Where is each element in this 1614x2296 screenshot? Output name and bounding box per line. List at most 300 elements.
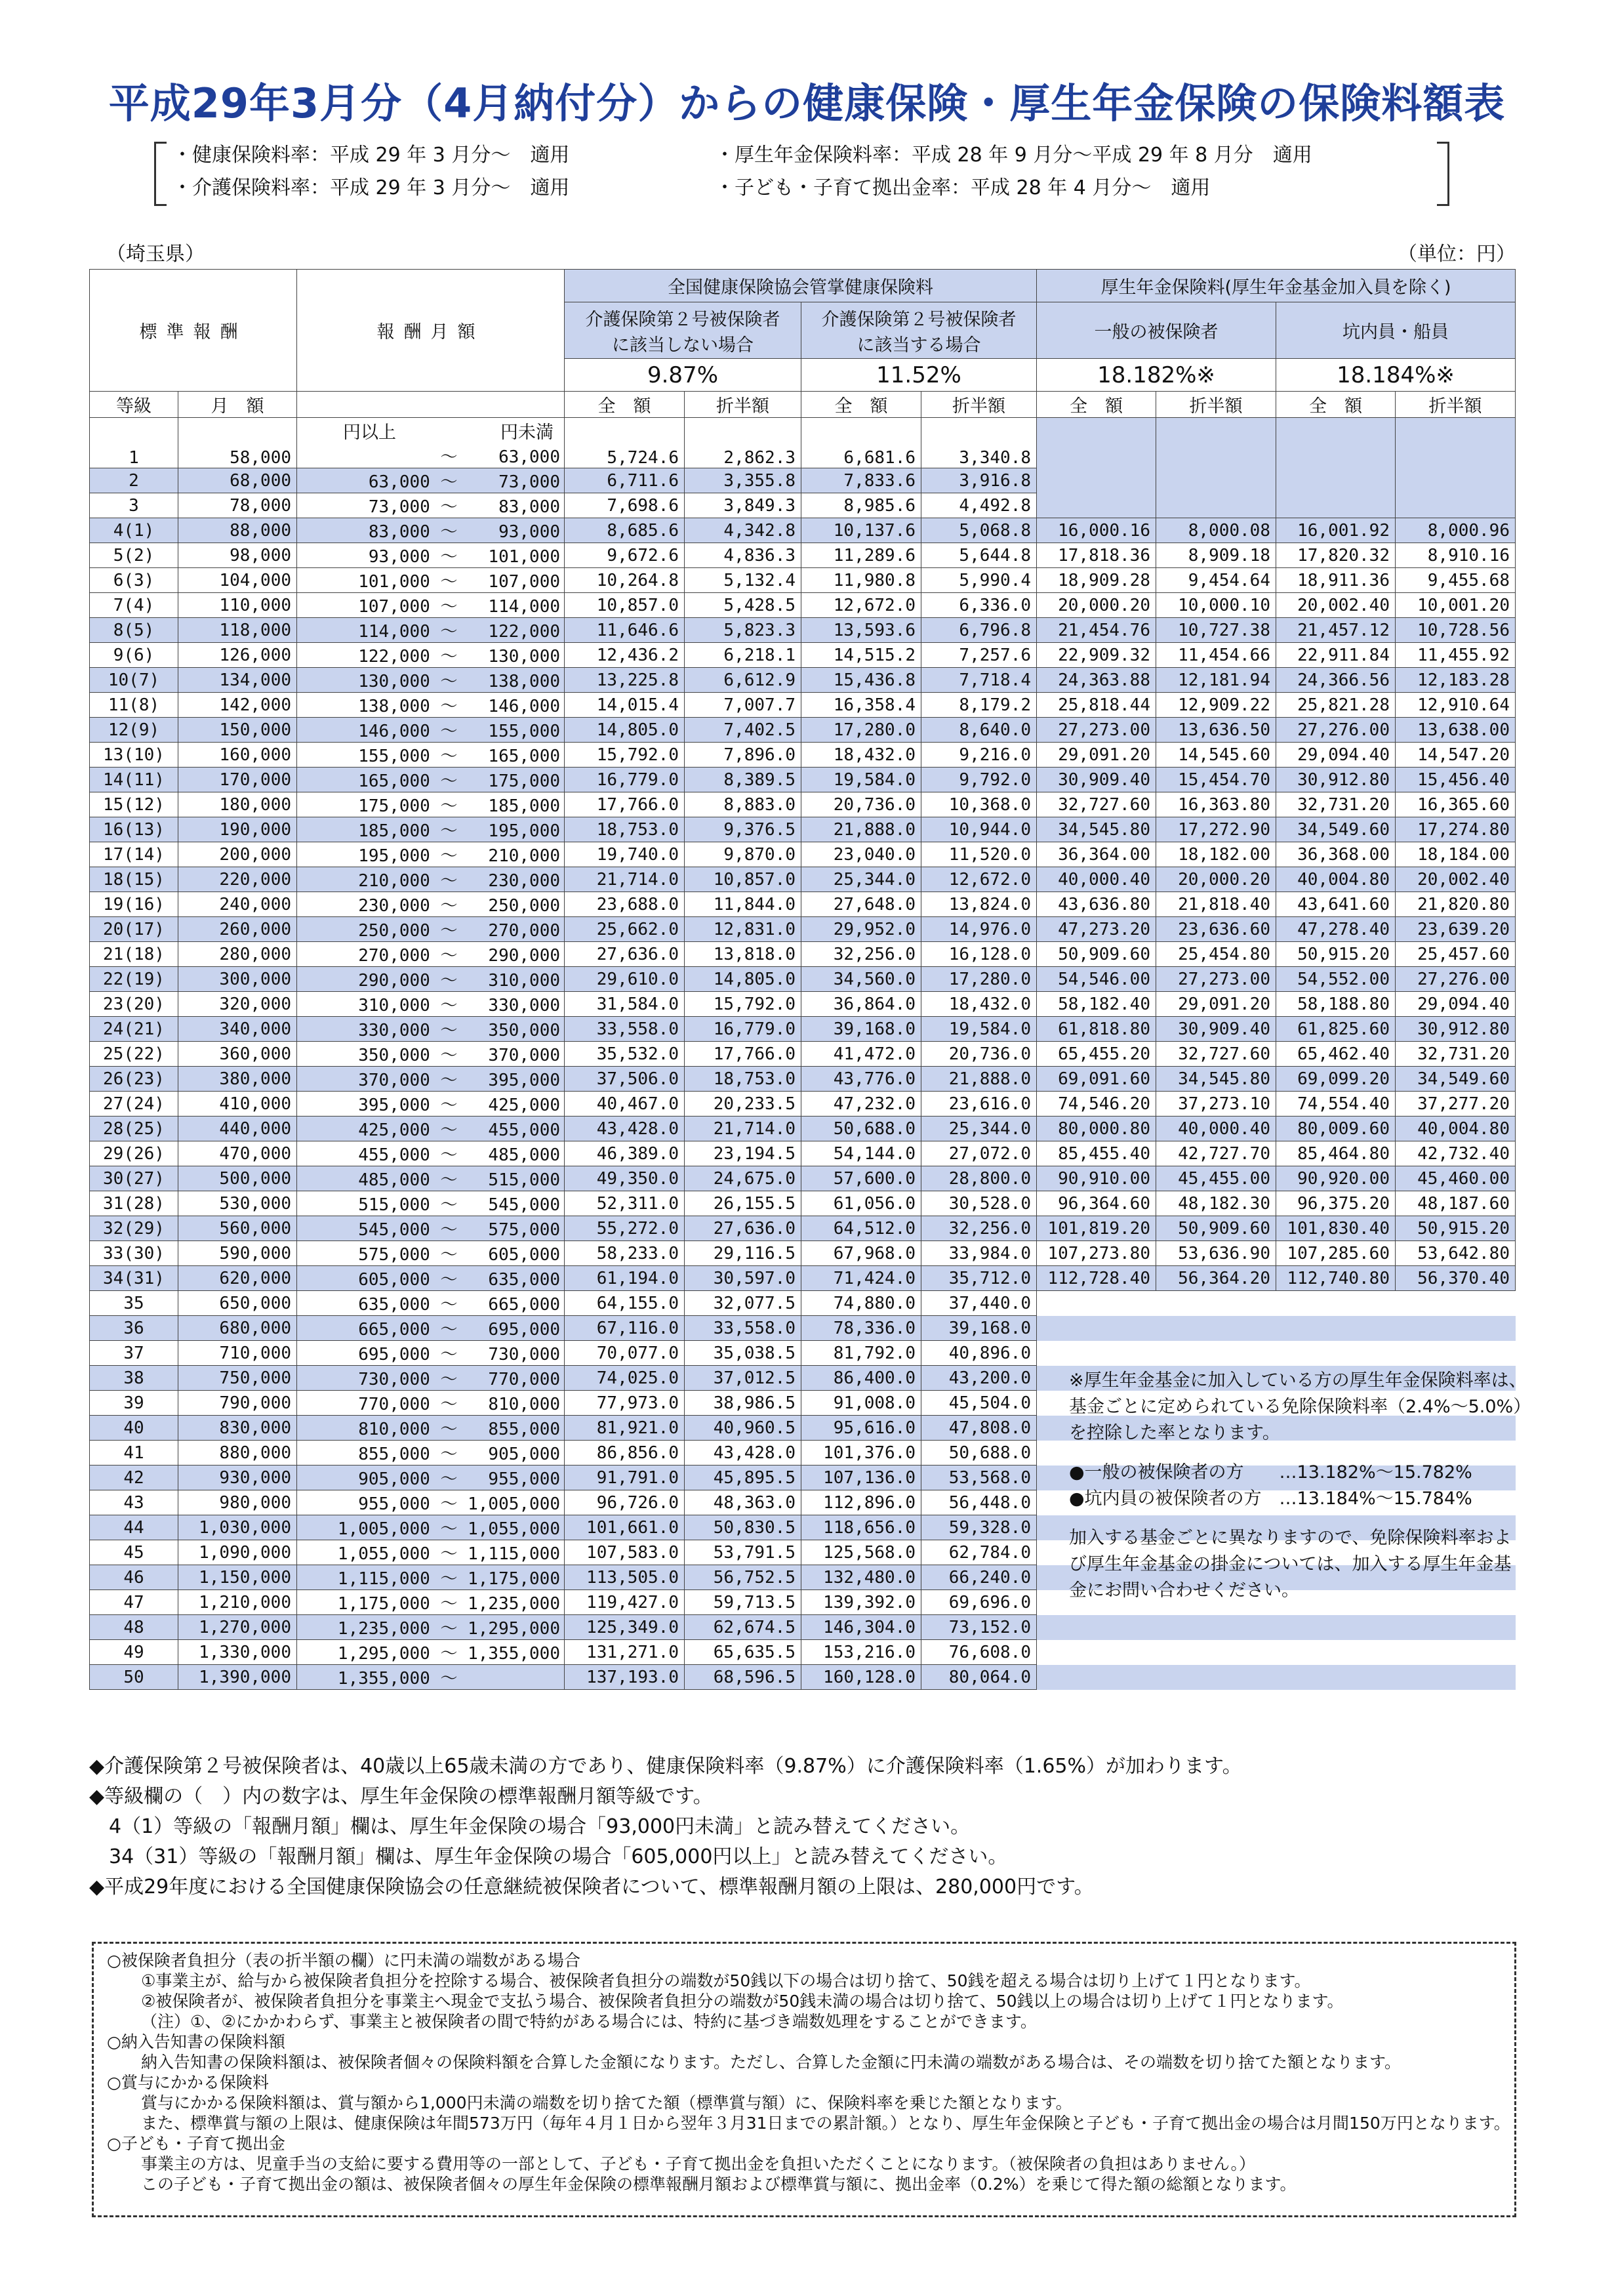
- grade-cell: 4(1): [90, 518, 178, 543]
- table-row: [90, 693, 1516, 718]
- pension-cell: 107,285.60: [1276, 1241, 1396, 1266]
- premium-cell: 91,791.0: [565, 1466, 685, 1490]
- premium-cell: 64,512.0: [801, 1216, 921, 1241]
- premium-cell: 11,980.8: [801, 568, 921, 593]
- monthly-cell: 180,000: [178, 792, 297, 817]
- half-header: 折半額: [921, 392, 1037, 418]
- pension-cell: 42,727.70: [1156, 1141, 1276, 1166]
- pension-cell: 48,187.60: [1396, 1191, 1516, 1216]
- premium-cell: 50,688.0: [921, 1441, 1037, 1466]
- monthly-cell: 560,000: [178, 1216, 297, 1241]
- pension-cell: 24,366.56: [1276, 668, 1396, 693]
- pension-cell: 40,000.40: [1156, 1117, 1276, 1141]
- premium-cell: 28,800.0: [921, 1166, 1037, 1191]
- premium-cell: 81,792.0: [801, 1341, 921, 1366]
- premium-cell: 5,724.6: [565, 418, 685, 468]
- premium-cell: 6,612.9: [685, 668, 801, 693]
- bracket-left: [154, 142, 167, 206]
- pension-cell: 22,909.32: [1037, 643, 1156, 668]
- premium-cell: 107,136.0: [801, 1466, 921, 1490]
- premium-cell: 23,040.0: [801, 842, 921, 867]
- range-cell: 83,000 ～ 93,000: [297, 518, 565, 543]
- table-row: [90, 842, 1516, 867]
- full-header: 全 額: [565, 392, 685, 418]
- grade-cell: 10(7): [90, 668, 178, 693]
- grade-cell: 40: [90, 1416, 178, 1441]
- premium-cell: 118,656.0: [801, 1515, 921, 1540]
- premium-cell: 19,584.0: [921, 1017, 1037, 1042]
- pension-cell: 11,454.66: [1156, 643, 1276, 668]
- range-header: 報酬月額: [297, 270, 565, 392]
- grade-cell: 41: [90, 1441, 178, 1466]
- premium-cell: 74,025.0: [565, 1366, 685, 1391]
- premium-cell: 52,311.0: [565, 1191, 685, 1216]
- pension-cell: 8,000.08: [1156, 518, 1276, 543]
- grade-cell: 33(30): [90, 1241, 178, 1266]
- blank-cell: [1276, 1640, 1396, 1665]
- range-cell: 1,235,000 ～ 1,295,000: [297, 1615, 565, 1640]
- premium-cell: 64,155.0: [565, 1291, 685, 1316]
- premium-cell: 6,711.6: [565, 468, 685, 493]
- premium-cell: 8,640.0: [921, 718, 1037, 743]
- premium-cell: 10,137.6: [801, 518, 921, 543]
- blank-cell: [1037, 1341, 1156, 1366]
- premium-cell: 16,779.0: [685, 1017, 801, 1042]
- grade-cell: 48: [90, 1615, 178, 1640]
- grade-cell: 14(11): [90, 768, 178, 792]
- monthly-cell: 710,000: [178, 1341, 297, 1366]
- pension-cell: 47,278.40: [1276, 917, 1396, 942]
- table-row: [90, 493, 1516, 518]
- monthly-cell: 150,000: [178, 718, 297, 743]
- premium-cell: 80,064.0: [921, 1665, 1037, 1690]
- monthly-cell: 830,000: [178, 1416, 297, 1441]
- box-heading: ○子ども・子育て拠出金: [107, 2134, 285, 2153]
- premium-cell: 50,830.5: [685, 1515, 801, 1540]
- monthly-cell: 104,000: [178, 568, 297, 593]
- grade-cell: 6(3): [90, 568, 178, 593]
- monthly-cell: 620,000: [178, 1266, 297, 1291]
- table-row: [90, 768, 1516, 792]
- pension-cell: 32,727.60: [1156, 1042, 1276, 1067]
- pension-cell: 17,272.90: [1156, 817, 1276, 842]
- grade-cell: 30(27): [90, 1166, 178, 1191]
- pension-cell: 17,818.36: [1037, 543, 1156, 568]
- monthly-cell: 220,000: [178, 867, 297, 892]
- premium-cell: 95,616.0: [801, 1416, 921, 1441]
- premium-cell: 43,428.0: [685, 1441, 801, 1466]
- premium-cell: 17,280.0: [921, 967, 1037, 992]
- premium-cell: 3,916.8: [921, 468, 1037, 493]
- grade-cell: 19(16): [90, 892, 178, 917]
- premium-cell: 14,805.0: [685, 967, 801, 992]
- nenkin-header: 厚生年金保険料(厚生年金基金加入員を除く): [1037, 270, 1516, 302]
- box-text: ①事業主が、給与から被保険者負担分を控除する場合、被保険者負担分の端数が50銭以下の場合は切り捨て、50銭を超える場合は切り上げて１円となります。: [141, 1971, 1311, 1990]
- premium-cell: 7,896.0: [685, 743, 801, 768]
- range-subheader: [297, 392, 565, 418]
- blank-cell: [1037, 1291, 1156, 1316]
- pension-cell: [1037, 418, 1156, 468]
- monthly-cell: 98,000: [178, 543, 297, 568]
- blank-cell: [1396, 1341, 1516, 1366]
- box-text: 納入告知書の保険料額は、被保険者個々の保険料額を合算した金額になります。ただし、合算した金額に円未満の端数がある場合は、その端数を切り捨てた額となります。: [141, 2053, 1402, 2072]
- premium-cell: 55,272.0: [565, 1216, 685, 1241]
- pension-cell: 18,184.00: [1396, 842, 1516, 867]
- table-row: [90, 1341, 1516, 1366]
- grade-cell: 24(21): [90, 1017, 178, 1042]
- premium-cell: 7,402.5: [685, 718, 801, 743]
- grade-cell: 22(19): [90, 967, 178, 992]
- premium-cell: 10,857.0: [685, 867, 801, 892]
- premium-cell: 33,984.0: [921, 1241, 1037, 1266]
- table-row: [90, 1067, 1516, 1092]
- blank-cell: [1276, 1665, 1396, 1690]
- premium-cell: 10,857.0: [565, 593, 685, 618]
- pension-cell: 32,727.60: [1037, 792, 1156, 817]
- health-rate-note: ・健康保険料率：平成 29 年 3 月分～ 適用: [172, 144, 570, 167]
- blank-cell: [1276, 1341, 1396, 1366]
- premium-cell: 57,600.0: [801, 1166, 921, 1191]
- prefecture-label: （埼玉県）: [106, 243, 205, 266]
- blank-cell: [1156, 1341, 1276, 1366]
- premium-cell: 77,973.0: [565, 1391, 685, 1416]
- grade-cell: 8(5): [90, 618, 178, 643]
- grade-cell: 38: [90, 1366, 178, 1391]
- premium-cell: 71,424.0: [801, 1266, 921, 1291]
- blank-cell: [1276, 1615, 1396, 1640]
- premium-cell: 9,376.5: [685, 817, 801, 842]
- monthly-cell: 200,000: [178, 842, 297, 867]
- pension-cell: 13,636.50: [1156, 718, 1276, 743]
- premium-cell: 35,712.0: [921, 1266, 1037, 1291]
- monthly-cell: 1,090,000: [178, 1540, 297, 1565]
- premium-cell: 73,152.0: [921, 1615, 1037, 1640]
- blank-cell: [1037, 1665, 1156, 1690]
- premium-cell: 76,608.0: [921, 1640, 1037, 1665]
- kaigo-no-header: 介護保険第２号被保険者 に該当しない場合: [565, 302, 801, 359]
- premium-cell: 32,256.0: [921, 1216, 1037, 1241]
- table-row: [90, 518, 1516, 543]
- fund-note-contact: 加入する基金ごとに異なりますので、免除保険料率および厚生年金基金の掛金については、加入する厚生年金基金にお問い合わせください。: [1069, 1528, 1512, 1601]
- range-cell: 円以上 円未満 ～ 63,000: [297, 418, 565, 468]
- premium-cell: 18,753.0: [685, 1067, 801, 1092]
- full-header: 全 額: [801, 392, 921, 418]
- range-cell: 210,000 ～ 230,000: [297, 867, 565, 892]
- bracket-right: [1437, 142, 1449, 206]
- table-row: [90, 1615, 1516, 1640]
- premium-cell: 40,896.0: [921, 1341, 1037, 1366]
- monthly-cell: 1,030,000: [178, 1515, 297, 1540]
- pension-cell: 20,000.20: [1156, 867, 1276, 892]
- premium-cell: 35,532.0: [565, 1042, 685, 1067]
- pension-cell: [1156, 493, 1276, 518]
- table-row: [90, 1665, 1516, 1690]
- pension-cell: [1276, 468, 1396, 493]
- range-cell: 485,000 ～ 515,000: [297, 1166, 565, 1191]
- premium-cell: 139,392.0: [801, 1590, 921, 1615]
- premium-cell: 62,784.0: [921, 1540, 1037, 1565]
- range-cell: 146,000 ～ 155,000: [297, 718, 565, 743]
- premium-cell: 33,558.0: [685, 1316, 801, 1341]
- premium-cell: 23,688.0: [565, 892, 685, 917]
- pension-cell: 74,554.40: [1276, 1092, 1396, 1117]
- pension-cell: 18,911.36: [1276, 568, 1396, 593]
- range-cell: 635,000 ～ 665,000: [297, 1291, 565, 1316]
- pension-cell: 112,740.80: [1276, 1266, 1396, 1291]
- blank-cell: [1156, 1291, 1276, 1316]
- monthly-cell: 380,000: [178, 1067, 297, 1092]
- premium-cell: 67,968.0: [801, 1241, 921, 1266]
- pension-cell: 56,364.20: [1156, 1266, 1276, 1291]
- half-header: 折半額: [1396, 392, 1516, 418]
- pension-cell: 42,732.40: [1396, 1141, 1516, 1166]
- grade-cell: 49: [90, 1640, 178, 1665]
- premium-cell: 66,240.0: [921, 1565, 1037, 1590]
- range-cell: 810,000 ～ 855,000: [297, 1416, 565, 1441]
- table-row: [90, 718, 1516, 743]
- premium-cell: 36,864.0: [801, 992, 921, 1017]
- grade-header: 等級: [90, 392, 178, 418]
- premium-cell: 21,888.0: [921, 1067, 1037, 1092]
- premium-cell: 14,015.4: [565, 693, 685, 718]
- grade-cell: 2: [90, 468, 178, 493]
- kyokai-header: 全国健康保険協会管掌健康保険料: [565, 270, 1037, 302]
- fund-note: [1069, 1368, 1528, 1604]
- premium-cell: 56,448.0: [921, 1490, 1037, 1515]
- page-title: 平成29年3月分（4月納付分）からの健康保険・厚生年金保険の保険料額表: [108, 79, 1506, 127]
- premium-cell: 9,870.0: [685, 842, 801, 867]
- fund-note-general: ●一般の被保険者の方 …13.182%～15.782%: [1069, 1462, 1472, 1483]
- premium-cell: 20,233.5: [685, 1092, 801, 1117]
- pension-cell: 20,000.20: [1037, 593, 1156, 618]
- table-row: [90, 1017, 1516, 1042]
- monthly-cell: 58,000: [178, 418, 297, 468]
- grade-cell: 36: [90, 1316, 178, 1341]
- pension-cell: 54,552.00: [1276, 967, 1396, 992]
- grade-cell: 25(22): [90, 1042, 178, 1067]
- pension-cell: 29,091.20: [1037, 743, 1156, 768]
- pension-cell: 23,639.20: [1396, 917, 1516, 942]
- unit-label: （単位：円）: [1398, 243, 1516, 266]
- grade-cell: 11(8): [90, 693, 178, 718]
- pension-cell: 20,002.40: [1396, 867, 1516, 892]
- grade-cell: 29(26): [90, 1141, 178, 1166]
- premium-cell: 29,610.0: [565, 967, 685, 992]
- range-cell: 63,000 ～ 73,000: [297, 468, 565, 493]
- grade-cell: 47: [90, 1590, 178, 1615]
- note-item: ◆平成29年度における全国健康保険協会の任意継続被保険者について、標準報酬月額の上限は、280,000円です。: [89, 1876, 1094, 1898]
- monthly-cell: 1,390,000: [178, 1665, 297, 1690]
- pension-cell: 90,920.00: [1276, 1166, 1396, 1191]
- premium-cell: 9,792.0: [921, 768, 1037, 792]
- monthly-cell: 170,000: [178, 768, 297, 792]
- pension-cell: [1156, 468, 1276, 493]
- note-item: 34（31）等級の「報酬月額」欄は、厚生年金保険の場合「605,000円以上」と読み替えてください。: [89, 1845, 1008, 1868]
- range-cell: 107,000 ～ 114,000: [297, 593, 565, 618]
- premium-cell: 11,844.0: [685, 892, 801, 917]
- range-cell: 122,000 ～ 130,000: [297, 643, 565, 668]
- premium-cell: 74,880.0: [801, 1291, 921, 1316]
- premium-cell: 3,355.8: [685, 468, 801, 493]
- range-cell: 1,355,000 ～: [297, 1665, 565, 1690]
- premium-cell: 6,796.8: [921, 618, 1037, 643]
- monthly-cell: 260,000: [178, 917, 297, 942]
- pension-cell: 53,636.90: [1156, 1241, 1276, 1266]
- note-item: ◆介護保険第２号被保険者は、40歳以上65歳未満の方であり、健康保険料率（9.87%）に介護保険料率（1.65%）が加わります。: [89, 1755, 1242, 1778]
- range-cell: 310,000 ～ 330,000: [297, 992, 565, 1017]
- box-heading: ○被保険者負担分（表の折半額の欄）に円未満の端数がある場合: [107, 1951, 580, 1970]
- pension-cell: 30,912.80: [1276, 768, 1396, 792]
- premium-cell: 7,257.6: [921, 643, 1037, 668]
- grade-cell: 28(25): [90, 1117, 178, 1141]
- premium-cell: 5,990.4: [921, 568, 1037, 593]
- blank-cell: [1396, 1291, 1516, 1316]
- table-row: [90, 593, 1516, 618]
- premium-cell: 30,597.0: [685, 1266, 801, 1291]
- pension-cell: 23,636.60: [1156, 917, 1276, 942]
- table-row: [90, 618, 1516, 643]
- premium-cell: 11,646.6: [565, 618, 685, 643]
- premium-cell: 26,155.5: [685, 1191, 801, 1216]
- range-cell: 155,000 ～ 165,000: [297, 743, 565, 768]
- rate-9-87: 9.87%: [565, 359, 801, 392]
- table-row: [90, 817, 1516, 842]
- premium-cell: 10,264.8: [565, 568, 685, 593]
- premium-cell: 29,952.0: [801, 917, 921, 942]
- pension-cell: 43,641.60: [1276, 892, 1396, 917]
- premium-cell: 6,681.6: [801, 418, 921, 468]
- premium-cell: 65,635.5: [685, 1640, 801, 1665]
- premium-cell: 18,753.0: [565, 817, 685, 842]
- monthly-cell: 410,000: [178, 1092, 297, 1117]
- monthly-cell: 160,000: [178, 743, 297, 768]
- blank-cell: [1037, 1615, 1156, 1640]
- premium-cell: 20,736.0: [921, 1042, 1037, 1067]
- pension-cell: 12,910.64: [1396, 693, 1516, 718]
- grade-cell: 31(28): [90, 1191, 178, 1216]
- premium-cell: 69,696.0: [921, 1590, 1037, 1615]
- premium-cell: 3,340.8: [921, 418, 1037, 468]
- pension-cell: 65,455.20: [1037, 1042, 1156, 1067]
- half-header: 折半額: [1156, 392, 1276, 418]
- grade-cell: 7(4): [90, 593, 178, 618]
- monthly-cell: 500,000: [178, 1166, 297, 1191]
- range-cell: 395,000 ～ 425,000: [297, 1092, 565, 1117]
- monthly-cell: 530,000: [178, 1191, 297, 1216]
- rate-11-52: 11.52%: [801, 359, 1037, 392]
- range-cell: 230,000 ～ 250,000: [297, 892, 565, 917]
- pension-cell: 14,545.60: [1156, 743, 1276, 768]
- monthly-cell: 280,000: [178, 942, 297, 967]
- premium-cell: 21,714.0: [685, 1117, 801, 1141]
- premium-cell: 4,836.3: [685, 543, 801, 568]
- premium-cell: 37,012.5: [685, 1366, 801, 1391]
- table-row: [90, 418, 1516, 468]
- pension-cell: 40,004.80: [1396, 1117, 1516, 1141]
- monthly-cell: 790,000: [178, 1391, 297, 1416]
- pension-cell: 34,545.80: [1037, 817, 1156, 842]
- premium-cell: 18,432.0: [921, 992, 1037, 1017]
- monthly-header: 月 額: [178, 392, 297, 418]
- pension-cell: [1037, 468, 1156, 493]
- monthly-cell: 88,000: [178, 518, 297, 543]
- premium-cell: 24,675.0: [685, 1166, 801, 1191]
- premium-cell: 17,766.0: [685, 1042, 801, 1067]
- premium-cell: 125,568.0: [801, 1540, 921, 1565]
- monthly-cell: 650,000: [178, 1291, 297, 1316]
- grade-cell: 16(13): [90, 817, 178, 842]
- table-row: [90, 1241, 1516, 1266]
- premium-cell: 23,616.0: [921, 1092, 1037, 1117]
- range-cell: 350,000 ～ 370,000: [297, 1042, 565, 1067]
- premium-cell: 7,833.6: [801, 468, 921, 493]
- range-cell: 370,000 ～ 395,000: [297, 1067, 565, 1092]
- range-cell: 330,000 ～ 350,000: [297, 1017, 565, 1042]
- pension-cell: 8,000.96: [1396, 518, 1516, 543]
- pension-cell: 27,273.00: [1037, 718, 1156, 743]
- premium-cell: 25,344.0: [801, 867, 921, 892]
- premium-cell: 27,636.0: [565, 942, 685, 967]
- range-cell: 101,000 ～ 107,000: [297, 568, 565, 593]
- pension-cell: 27,273.00: [1156, 967, 1276, 992]
- pension-cell: 16,001.92: [1276, 518, 1396, 543]
- pension-cell: 58,188.80: [1276, 992, 1396, 1017]
- table-row: [90, 743, 1516, 768]
- rate-info: [154, 139, 1449, 205]
- pension-cell: 8,910.16: [1396, 543, 1516, 568]
- premium-cell: 31,584.0: [565, 992, 685, 1017]
- pension-cell: 40,000.40: [1037, 867, 1156, 892]
- pension-cell: [1396, 418, 1516, 468]
- premium-cell: 32,256.0: [801, 942, 921, 967]
- range-cell: 1,005,000 ～ 1,055,000: [297, 1515, 565, 1540]
- premium-cell: 27,636.0: [685, 1216, 801, 1241]
- premium-cell: 96,726.0: [565, 1490, 685, 1515]
- monthly-cell: 118,000: [178, 618, 297, 643]
- table-row: [90, 867, 1516, 892]
- premium-cell: 70,077.0: [565, 1341, 685, 1366]
- pension-cell: 16,363.80: [1156, 792, 1276, 817]
- monthly-cell: 980,000: [178, 1490, 297, 1515]
- monthly-cell: 360,000: [178, 1042, 297, 1067]
- pension-cell: 74,546.20: [1037, 1092, 1156, 1117]
- pension-cell: 30,912.80: [1396, 1017, 1516, 1042]
- premium-cell: 50,688.0: [801, 1117, 921, 1141]
- premium-cell: 11,520.0: [921, 842, 1037, 867]
- kaigo-yes-header: 介護保険第２号被保険者 に該当する場合: [801, 302, 1037, 359]
- fund-note-miner: ●坑内員の被保険者の方 …13.184%～15.784%: [1069, 1488, 1472, 1509]
- monthly-cell: 590,000: [178, 1241, 297, 1266]
- pension-cell: 65,462.40: [1276, 1042, 1396, 1067]
- premium-cell: 47,808.0: [921, 1416, 1037, 1441]
- premium-cell: 61,194.0: [565, 1266, 685, 1291]
- table-row: [90, 792, 1516, 817]
- monthly-cell: 300,000: [178, 967, 297, 992]
- premium-cell: 40,467.0: [565, 1092, 685, 1117]
- table-row: [90, 1266, 1516, 1291]
- pension-cell: 11,455.92: [1396, 643, 1516, 668]
- premium-cell: 18,432.0: [801, 743, 921, 768]
- pension-cell: 29,094.40: [1396, 992, 1516, 1017]
- premium-cell: 14,805.0: [565, 718, 685, 743]
- monthly-cell: 126,000: [178, 643, 297, 668]
- premium-cell: 16,128.0: [921, 942, 1037, 967]
- table-row: [90, 917, 1516, 942]
- pension-cell: [1276, 418, 1396, 468]
- pension-cell: 25,454.80: [1156, 942, 1276, 967]
- premium-cell: 46,389.0: [565, 1141, 685, 1166]
- premium-cell: 160,128.0: [801, 1665, 921, 1690]
